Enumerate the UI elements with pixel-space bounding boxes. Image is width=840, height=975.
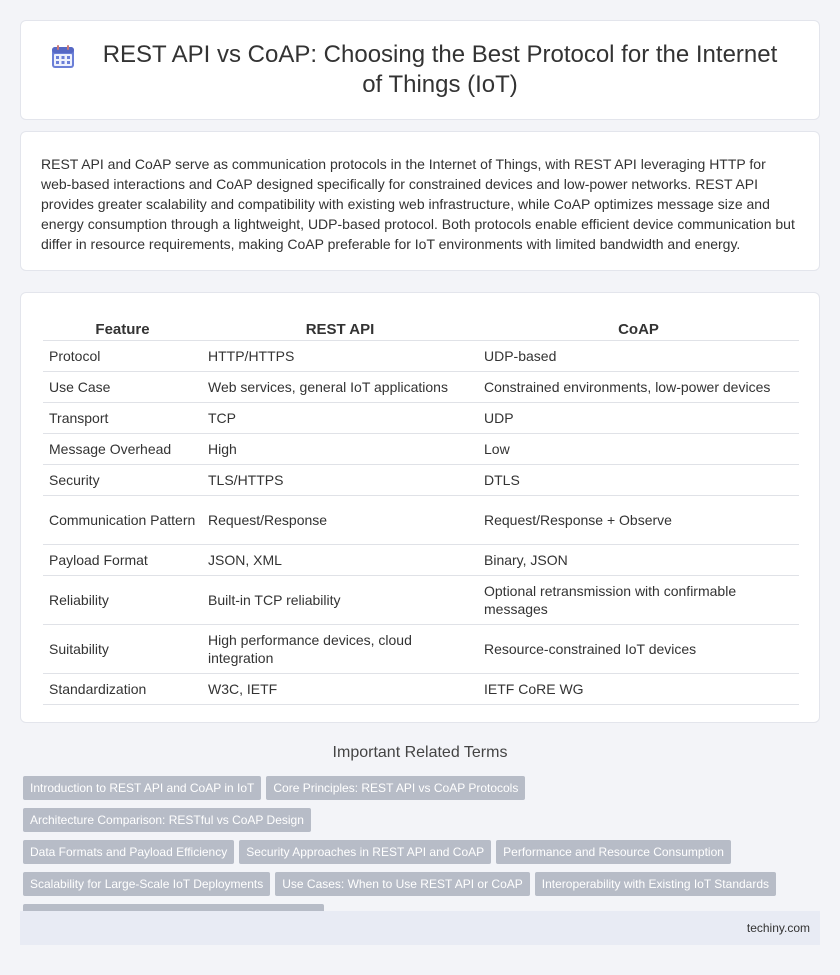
rest-cell: Request/Response: [202, 495, 478, 544]
title-card: [20, 20, 820, 120]
feature-cell: Suitability: [43, 624, 202, 673]
table-row: [43, 402, 799, 433]
coap-cell: Resource-constrained IoT devices: [478, 624, 799, 673]
feature-cell: Payload Format: [43, 544, 202, 575]
feature-cell: Message Overhead: [43, 433, 202, 464]
related-term-tag[interactable]: Scalability for Large-Scale IoT Deployments: [23, 872, 270, 896]
table-row: [43, 495, 799, 544]
related-terms-heading: Important Related Terms: [332, 744, 508, 761]
coap-cell: UDP: [478, 402, 799, 433]
table-header-row: [43, 313, 799, 340]
header-feature: Feature: [43, 313, 202, 340]
header-coap: CoAP: [478, 313, 799, 340]
comparison-table: [43, 313, 799, 705]
table-row: [43, 340, 799, 371]
related-term-tag[interactable]: Interoperability with Existing IoT Standards: [535, 872, 776, 896]
coap-cell: Constrained environments, low-power devices: [478, 371, 799, 402]
footer-brand[interactable]: techiny.com: [746, 921, 810, 935]
table-row: [43, 433, 799, 464]
coap-cell: Binary, JSON: [478, 544, 799, 575]
feature-cell: Reliability: [43, 575, 202, 624]
table-row: [43, 544, 799, 575]
related-term-tag[interactable]: Architecture Comparison: RESTful vs CoAP Design: [23, 808, 311, 832]
title-wrap: [50, 40, 790, 100]
rest-cell: Web services, general IoT applications: [202, 371, 478, 402]
comparison-table-card: [20, 292, 820, 723]
coap-cell: IETF CoRE WG: [478, 673, 799, 704]
related-term-tag[interactable]: Data Formats and Payload Efficiency: [23, 840, 234, 864]
coap-cell: UDP-based: [478, 340, 799, 371]
coap-cell: Low: [478, 433, 799, 464]
rest-cell: W3C, IETF: [202, 673, 478, 704]
rest-cell: High performance devices, cloud integration: [202, 624, 478, 673]
related-term-tag[interactable]: Use Cases: When to Use REST API or CoAP: [275, 872, 530, 896]
rest-cell: TLS/HTTPS: [202, 464, 478, 495]
related-term-tag[interactable]: Security Approaches in REST API and CoAP: [239, 840, 491, 864]
related-term-tag[interactable]: Performance and Resource Consumption: [496, 840, 731, 864]
related-term-tag[interactable]: Introduction to REST API and CoAP in IoT: [23, 776, 261, 800]
footer: [20, 911, 820, 945]
intro-paragraph: REST API and CoAP serve as communication protocols in the Internet of Things, with REST API leveraging HTTP for web-based interactions and CoAP designed specifically for constrained devices and low-power networks. REST API provides greater scalability and compatibility with existing web infrastructure, while CoAP optimizes message size and energy consumption through a lightweight, UDP-based protocol. Both protocols enable efficient device communication but differ in resource requirements, making CoAP preferable for IoT environments with limited bandwidth and energy.: [41, 156, 795, 252]
related-term-tag[interactable]: Core Principles: REST API vs CoAP Protocols: [266, 776, 525, 800]
feature-cell: Communication Pattern: [43, 495, 202, 544]
header-rest-api: REST API: [202, 313, 478, 340]
coap-cell: DTLS: [478, 464, 799, 495]
feature-cell: Standardization: [43, 673, 202, 704]
feature-cell: Security: [43, 464, 202, 495]
table-row: [43, 624, 799, 673]
feature-cell: Protocol: [43, 340, 202, 371]
table-row: [43, 673, 799, 704]
table-row: [43, 575, 799, 624]
feature-cell: Transport: [43, 402, 202, 433]
page-title: REST API vs CoAP: Choosing the Best Protocol for the Internet of Things (IoT): [102, 41, 778, 98]
intro-card: [20, 131, 820, 271]
rest-cell: JSON, XML: [202, 544, 478, 575]
rest-cell: TCP: [202, 402, 478, 433]
feature-cell: Use Case: [43, 371, 202, 402]
rest-cell: Built-in TCP reliability: [202, 575, 478, 624]
coap-cell: Request/Response + Observe: [478, 495, 799, 544]
rest-cell: High: [202, 433, 478, 464]
rest-cell: HTTP/HTTPS: [202, 340, 478, 371]
table-row: [43, 371, 799, 402]
calendar-icon: [50, 44, 76, 70]
table-row: [43, 464, 799, 495]
coap-cell: Optional retransmission with confirmable messages: [478, 575, 799, 624]
